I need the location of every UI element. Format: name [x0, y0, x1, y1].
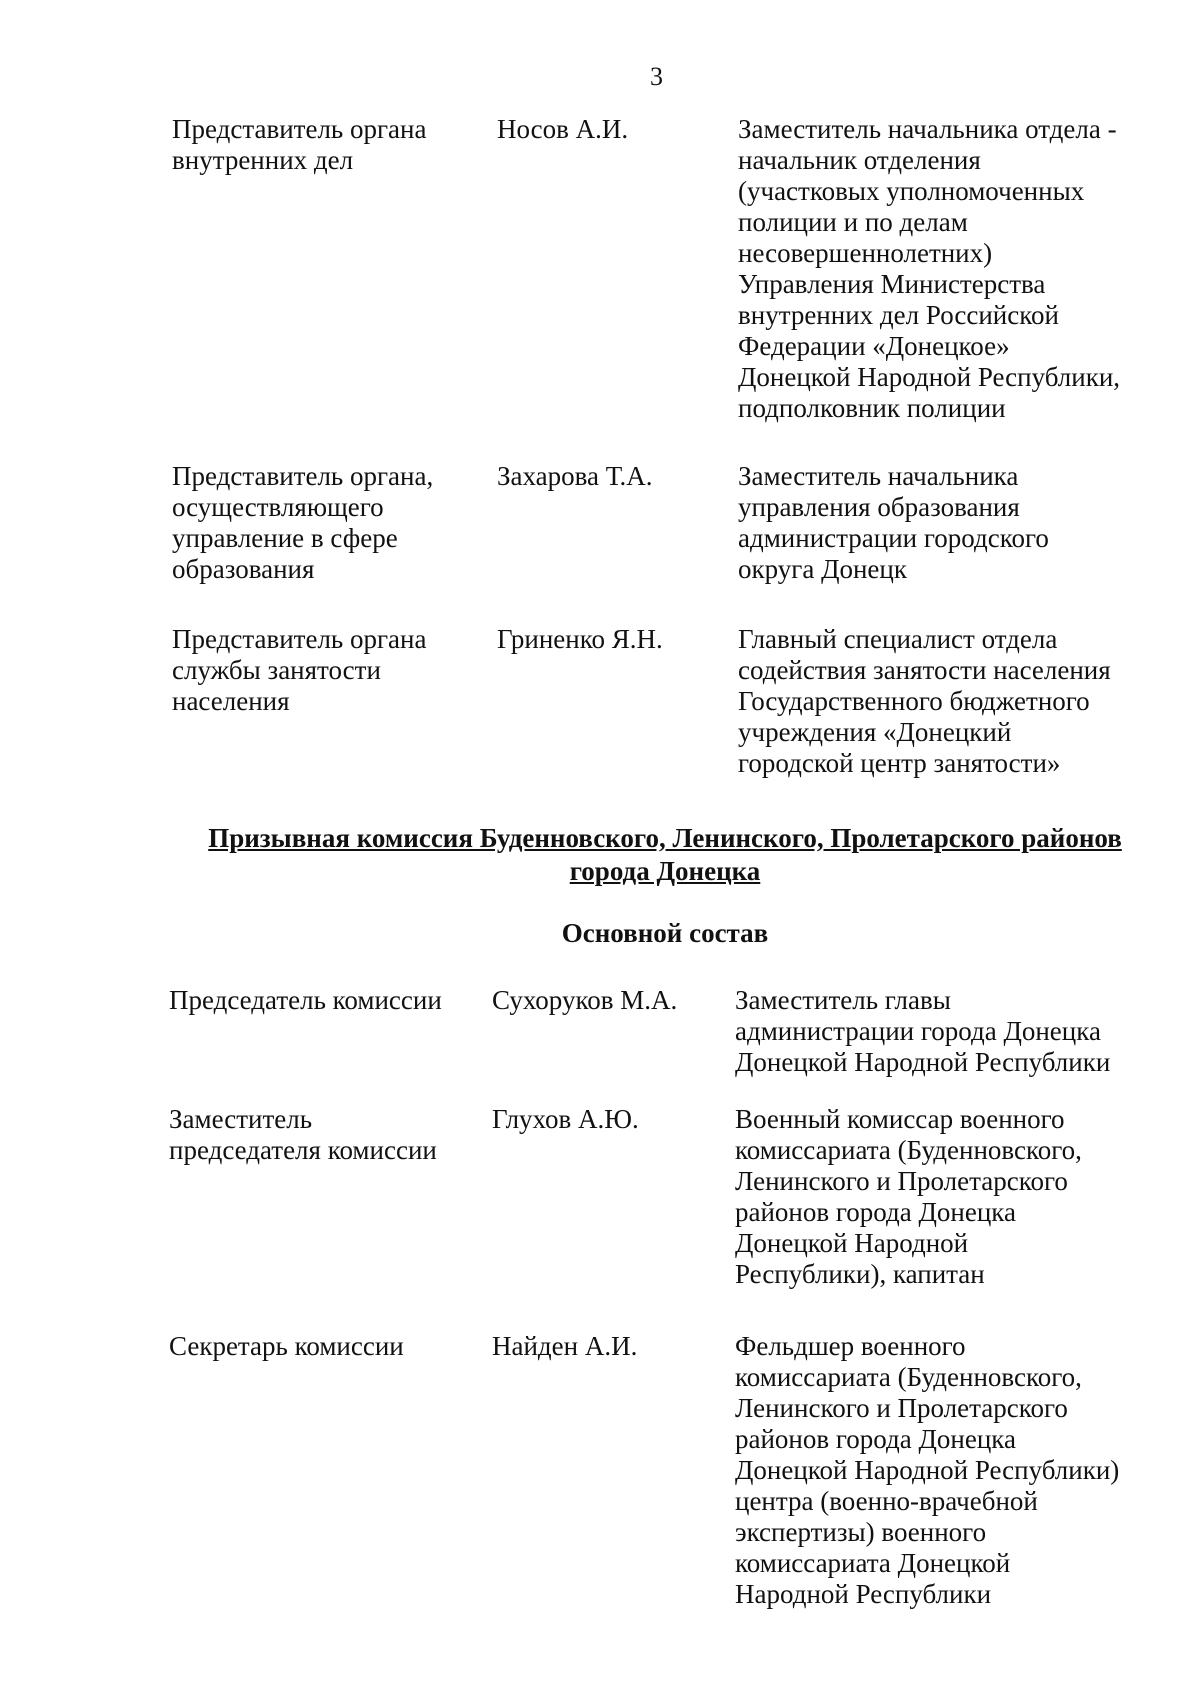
- member-name: Гриненко Я.Н.: [497, 624, 663, 654]
- member-role: Представитель органа, осуществляющего управление в сфере образования: [172, 461, 434, 584]
- member-role: Заместитель председателя комиссии: [169, 1104, 437, 1165]
- member-name: Найден А.И.: [492, 1331, 638, 1361]
- page-number: 3: [650, 62, 663, 91]
- member-position: Военный комиссар военного комиссариата (Буденновского, Ленинского и Пролетарского районов города Донецка Донецкой Народной Республики), капитан: [735, 1104, 1082, 1289]
- member-position: Фельдшер военного комиссариата (Буденновского, Ленинского и Пролетарского районов города Донецка Донецкой Народной Республики) центра (военно-врачебной экспертизы) военного комиссариата Донецкой Народной Республики: [735, 1331, 1120, 1609]
- member-name: Носов А.И.: [497, 114, 629, 144]
- composition-title: Основной состав: [561, 918, 769, 948]
- member-role: Представитель органа службы занятости населения: [172, 624, 427, 716]
- member-position: Заместитель начальника отдела - начальник отделения (участковых уполномоченных полиции и по делам несовершеннолетних) Управления Министерства внутренних дел Российской Федерации «Донецкое» Донецкой Народной Республики, подполковник полиции: [738, 114, 1121, 423]
- member-name: Глухов А.Ю.: [492, 1104, 639, 1134]
- member-position: Заместитель начальника управления образования администрации городского округа Донецк: [738, 461, 1049, 584]
- member-role: Председатель комиссии: [169, 985, 442, 1015]
- member-role: Представитель органа внутренних дел: [172, 114, 427, 175]
- member-name: Захарова Т.А.: [497, 461, 653, 491]
- commission-title: Призывная комиссия Буденновского, Ленинского, Пролетарского районов города Донецка: [208, 823, 1122, 886]
- member-name: Сухоруков М.А.: [492, 985, 678, 1015]
- member-position: Главный специалист отдела содействия занятости населения Государственного бюджетного учреждения «Донецкий городской центр занятости»: [738, 624, 1111, 778]
- member-role: Секретарь комиссии: [169, 1331, 404, 1361]
- member-position: Заместитель главы администрации города Донецка Донецкой Народной Республики: [735, 985, 1111, 1077]
